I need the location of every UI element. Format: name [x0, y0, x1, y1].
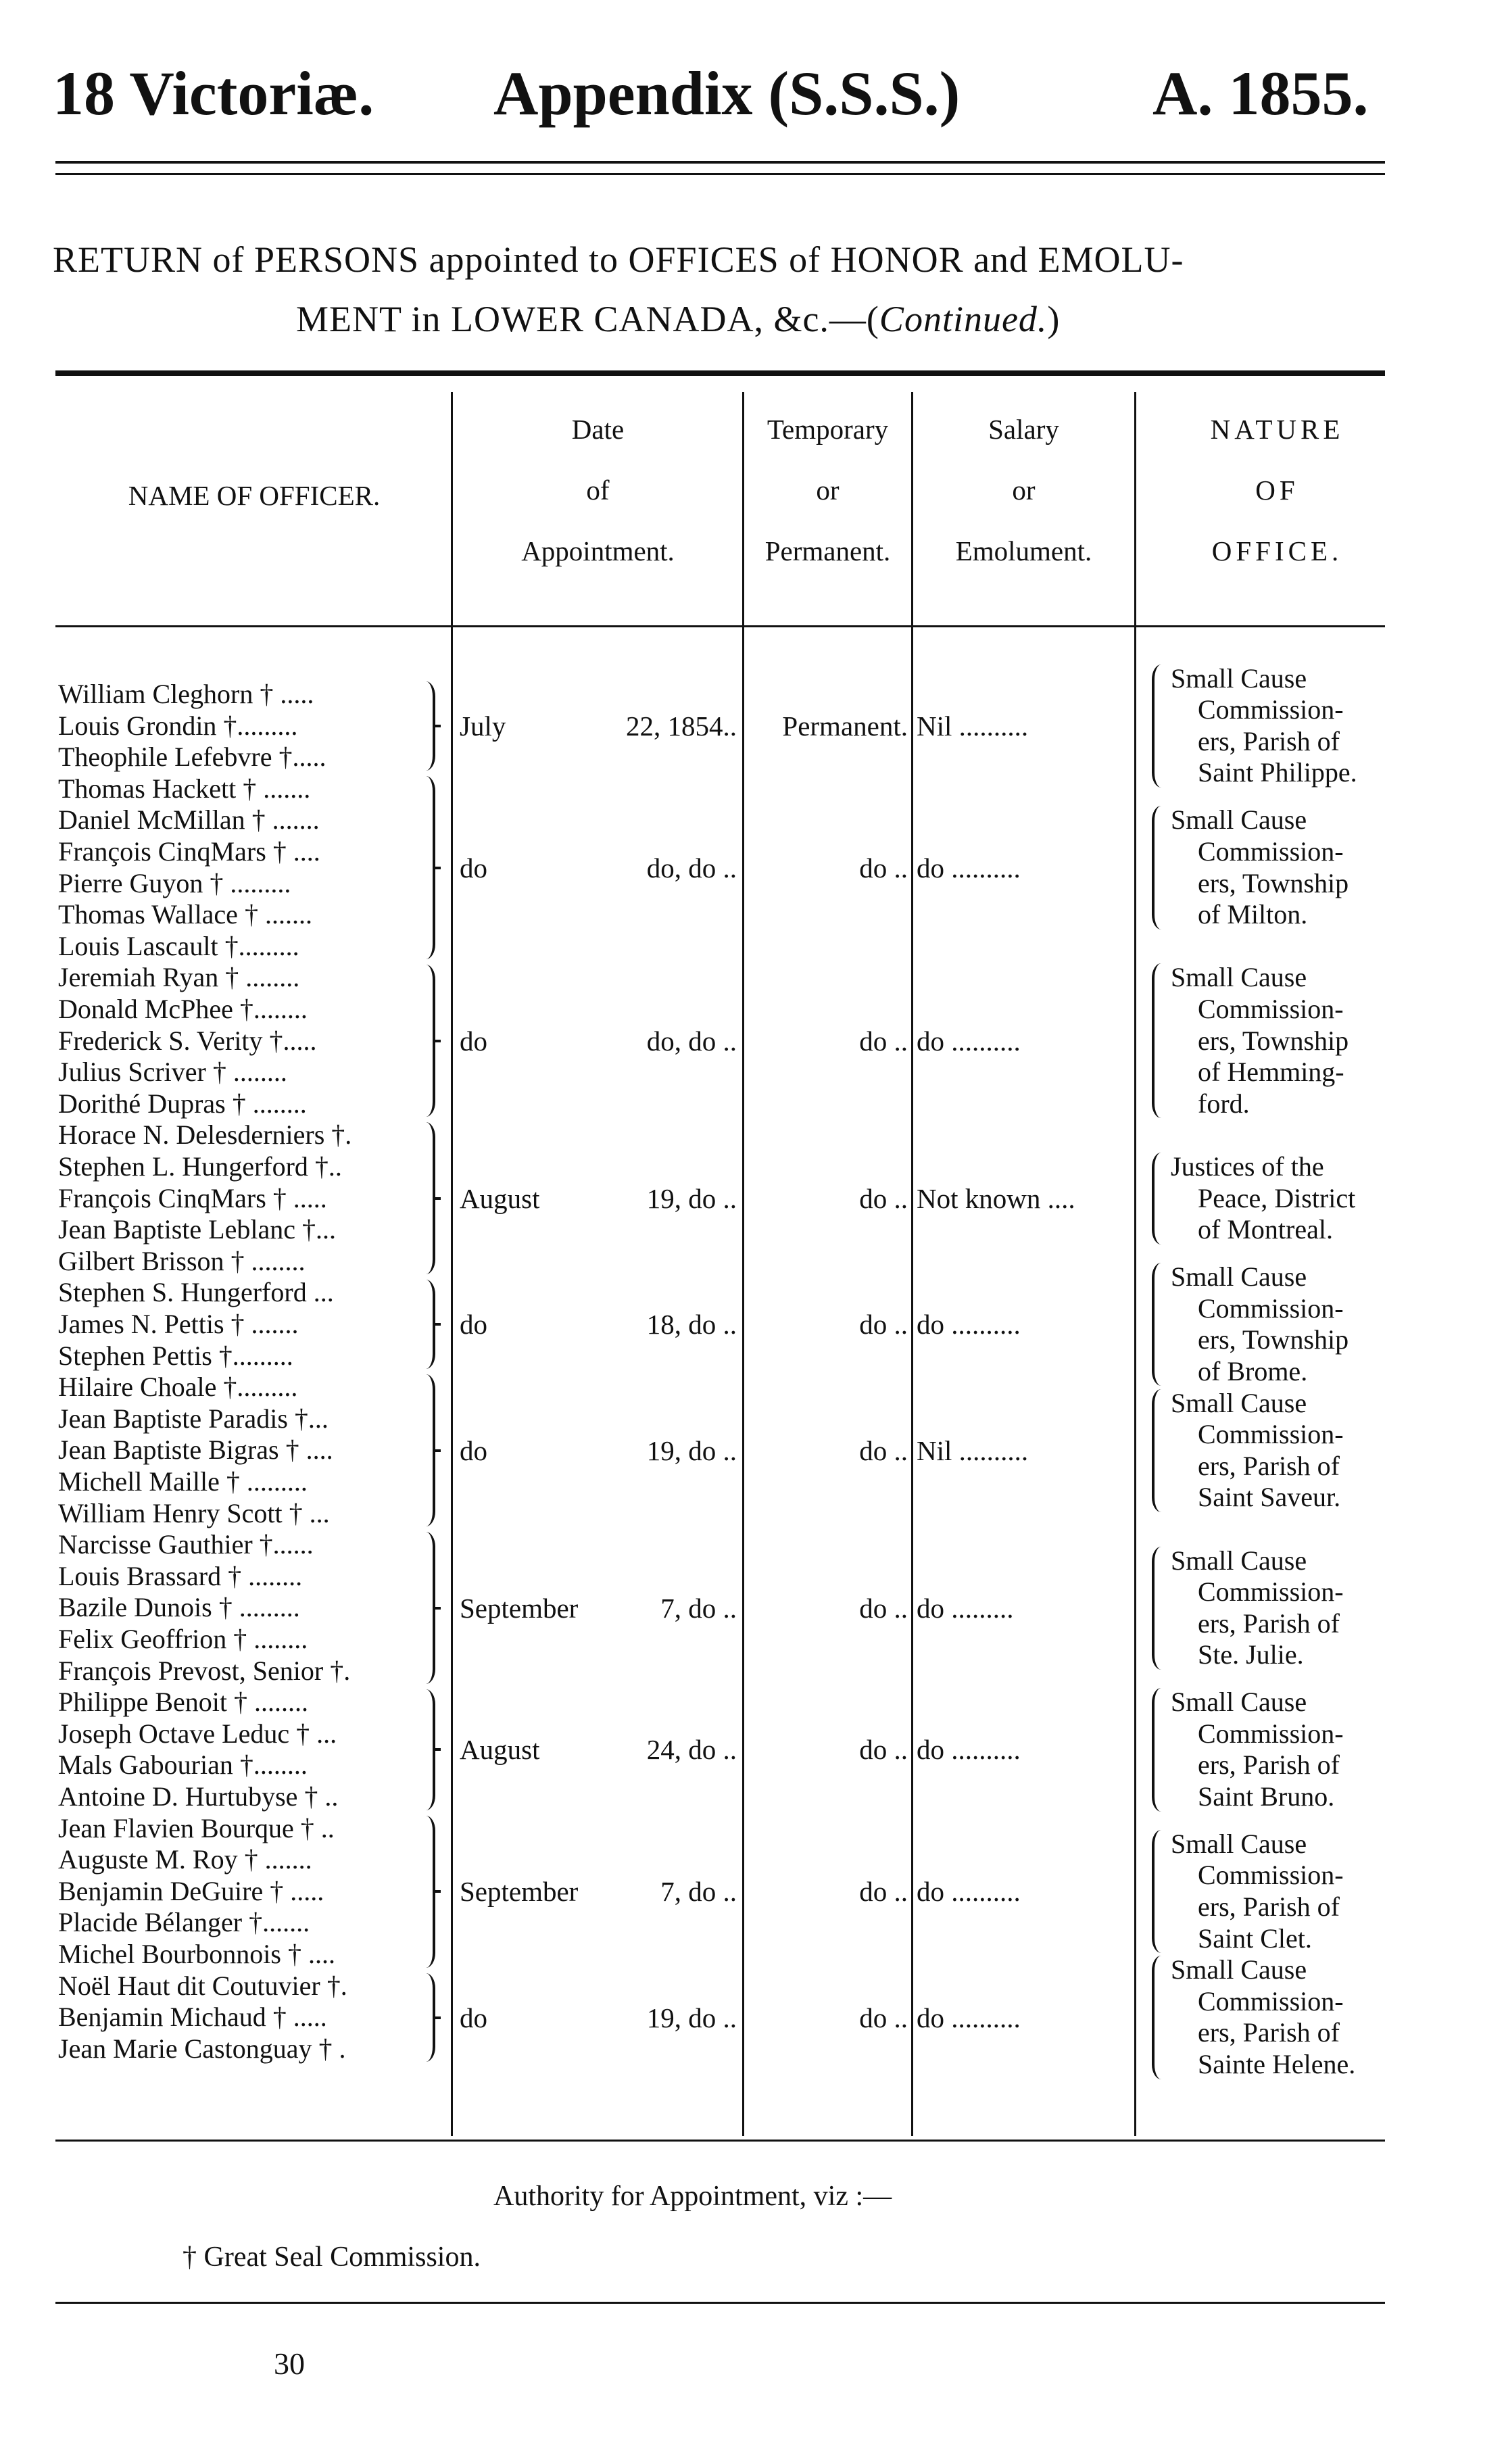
nature-brace	[1152, 1830, 1164, 1953]
nature-line: Saint Saveur.	[1198, 1482, 1341, 1513]
nature-brace	[1152, 1688, 1164, 1811]
nature-line: Saint Philippe.	[1198, 757, 1357, 788]
tenure: do ..	[859, 1182, 908, 1214]
officer-name: Bazile Dunois † .........	[58, 1592, 300, 1623]
tenure: do ..	[859, 1876, 908, 1908]
officer-names	[58, 1971, 423, 2065]
table-bottom-rule	[55, 2140, 1385, 2142]
officer-name: William Henry Scott † ...	[58, 1497, 330, 1528]
nature-brace	[1152, 1263, 1164, 1386]
appointment-month: do	[460, 1309, 487, 1340]
officer-name: Jeremiah Ryan † ........	[58, 962, 300, 993]
nature-line: Commission-	[1198, 1860, 1344, 1891]
nature-line: Saint Clet.	[1198, 1923, 1312, 1954]
tenure: do ..	[859, 1592, 908, 1624]
nature-brace	[1152, 1547, 1164, 1670]
nature-line: Justices of the	[1171, 1151, 1324, 1182]
nature-line: Commission-	[1198, 836, 1344, 867]
officer-names	[58, 1119, 423, 1277]
nature-line: ers, Township	[1198, 1324, 1349, 1355]
column-header-name: NAME OF OFFICER.	[128, 480, 381, 511]
nature-line: ford.	[1198, 1088, 1250, 1119]
great-seal-note: † Great Seal Commission.	[183, 2242, 481, 2273]
nature-of-office	[1171, 1261, 1401, 1387]
nature-line: ers, Parish of	[1198, 1891, 1340, 1923]
officer-name: François CinqMars † .....	[58, 1182, 327, 1213]
officer-name: Michell Maille † .........	[58, 1466, 308, 1497]
nature-of-office	[1171, 1151, 1401, 1246]
nature-line: ers, Parish of	[1198, 1450, 1340, 1481]
tenure: do ..	[859, 852, 908, 884]
header-year: A. 1855.	[1152, 59, 1369, 128]
salary: do ..........	[917, 1309, 1021, 1340]
title-continued: Continued.	[879, 299, 1048, 339]
officer-names	[58, 679, 423, 773]
column-divider-1	[451, 392, 453, 2136]
appointment-month: do	[460, 1434, 487, 1466]
nature-line: ers, Parish of	[1198, 725, 1340, 756]
salary: Nil ..........	[917, 710, 1029, 742]
officer-name: Jean Flavien Bourque † ..	[58, 1812, 335, 1843]
tenure: do ..	[859, 2002, 908, 2033]
nature-brace	[1152, 665, 1164, 788]
officer-name: Hilaire Choale †.........	[58, 1372, 298, 1403]
nature-line: Peace, District	[1198, 1182, 1356, 1213]
tenure: Permanent.	[782, 710, 908, 742]
footer-rule	[55, 2302, 1385, 2304]
nature-line: ers, Parish of	[1198, 1749, 1340, 1781]
authority-note: Authority for Appointment, viz :—	[493, 2181, 892, 2212]
appointment-month: September	[460, 1592, 579, 1624]
appointment-month: do	[460, 852, 487, 884]
nature-line: Commission-	[1198, 1576, 1344, 1608]
officer-name: William Cleghorn † .....	[58, 679, 314, 709]
group-brace-tip	[433, 1449, 441, 1452]
officer-name: Julius Scriver † ........	[58, 1057, 287, 1088]
officer-name: Louis Grondin †.........	[58, 710, 298, 741]
group-brace-tip	[433, 1748, 441, 1751]
officer-name: Benjamin DeGuire † .....	[58, 1875, 324, 1906]
officer-name: Stephen S. Hungerford ...	[58, 1277, 334, 1308]
appointment-day-year: 19, do ..	[646, 2002, 737, 2033]
officer-name: Jean Baptiste Paradis †...	[58, 1403, 329, 1434]
nature-line: Commission-	[1198, 1419, 1344, 1450]
officer-name: Theophile Lefebvre †.....	[58, 742, 326, 773]
officer-name: Felix Geoffrion † ........	[58, 1623, 308, 1654]
officer-name: Stephen L. Hungerford †..	[58, 1151, 342, 1182]
group-brace-tip	[433, 867, 441, 869]
officer-names	[58, 1372, 423, 1529]
appointment-month: do	[460, 1025, 487, 1057]
column-divider-2	[742, 392, 744, 2136]
officer-name: Thomas Hackett † .......	[58, 773, 311, 804]
nature-of-office	[1171, 1545, 1401, 1671]
salary: Not known ....	[917, 1182, 1075, 1214]
officer-names	[58, 1277, 423, 1372]
nature-line: Small Cause	[1171, 1687, 1307, 1718]
officer-name: Noël Haut dit Coutuvier †.	[58, 1970, 347, 2001]
header-rule-bottom	[55, 173, 1385, 175]
salary: do ..........	[917, 1025, 1021, 1057]
officer-name: Donald McPhee †........	[58, 993, 308, 1024]
officer-names	[58, 773, 423, 963]
officer-name: Stephen Pettis †.........	[58, 1340, 293, 1371]
salary: Nil ..........	[917, 1434, 1029, 1466]
appointment-day-year: 19, do ..	[646, 1182, 737, 1214]
appointment-day-year: 18, do ..	[646, 1309, 737, 1340]
nature-brace	[1152, 806, 1164, 929]
salary: do ..........	[917, 2002, 1021, 2033]
appointment-day-year: 7, do ..	[660, 1592, 737, 1624]
nature-line: Commission-	[1198, 1293, 1344, 1324]
page-number: 30	[274, 2346, 305, 2381]
column-header-date: Date of Appointment.	[521, 414, 675, 566]
nature-line: Commission-	[1198, 694, 1344, 725]
salary: do .........	[917, 1592, 1014, 1624]
salary: do ..........	[917, 1734, 1021, 1766]
appointment-month: August	[460, 1734, 540, 1766]
officer-name: Jean Baptiste Bigras † ....	[58, 1434, 333, 1466]
appointment-day-year: 7, do ..	[660, 1876, 737, 1908]
nature-of-office	[1171, 1687, 1401, 1812]
officer-name: Michel Bourbonnois † ....	[58, 1938, 335, 1969]
officer-names	[58, 1687, 423, 1812]
appointment-day-year: do, do ..	[646, 1025, 737, 1057]
officer-name: James N. Pettis † .......	[58, 1308, 299, 1339]
officer-name: François CinqMars † ....	[58, 836, 320, 867]
nature-line: Small Cause	[1171, 1828, 1307, 1859]
nature-line: Small Cause	[1171, 804, 1307, 836]
nature-line: of Hemming-	[1198, 1057, 1344, 1088]
officer-name: Jean Baptiste Leblanc †...	[58, 1214, 336, 1245]
appointment-day-year: do, do ..	[646, 852, 737, 884]
officer-name: Placide Bélanger †.......	[58, 1907, 310, 1938]
header-appendix: Appendix (S.S.S.)	[493, 59, 961, 128]
nature-line: Saint Bruno.	[1198, 1781, 1335, 1812]
nature-line: Ste. Julie.	[1198, 1639, 1304, 1670]
nature-line: ers, Parish of	[1198, 2017, 1340, 2048]
nature-line: Small Cause	[1171, 1261, 1307, 1293]
nature-brace	[1152, 1956, 1164, 2079]
column-header-salary: Salary or Emolument.	[955, 414, 1092, 566]
group-brace-tip	[433, 1890, 441, 1893]
officer-name: Benjamin Michaud † .....	[58, 2002, 327, 2033]
officer-name: Daniel McMillan † .......	[58, 804, 320, 836]
appointment-day-year: 22, 1854..	[626, 710, 737, 742]
nature-of-office	[1171, 663, 1401, 789]
appointment-month: July	[460, 710, 506, 742]
officer-names	[58, 962, 423, 1119]
officer-names	[58, 1529, 423, 1687]
officer-name: Antoine D. Hurtubyse † ..	[58, 1781, 339, 1812]
salary: do ..........	[917, 852, 1021, 884]
nature-line: ers, Parish of	[1198, 1608, 1340, 1639]
nature-of-office	[1171, 1829, 1401, 1954]
nature-of-office	[1171, 1388, 1401, 1514]
salary: do ..........	[917, 1876, 1021, 1908]
table-top-rule	[55, 370, 1385, 376]
officer-name: Horace N. Delesderniers †.	[58, 1119, 352, 1151]
nature-line: ers, Township	[1198, 867, 1349, 898]
officer-names	[58, 1813, 423, 1971]
nature-line: ers, Township	[1198, 1025, 1349, 1056]
group-brace-tip	[433, 1323, 441, 1326]
officer-name: Gilbert Brisson † ........	[58, 1245, 306, 1276]
title-line-2: MENT in LOWER CANADA, &c.—(Continued.)	[296, 299, 1061, 339]
nature-line: Small Cause	[1171, 1954, 1307, 1985]
nature-line: Small Cause	[1171, 662, 1307, 694]
officer-name: Pierre Guyon † .........	[58, 867, 291, 898]
nature-line: Sainte Helene.	[1198, 2049, 1356, 2080]
tenure: do ..	[859, 1434, 908, 1466]
nature-line: Small Cause	[1171, 962, 1307, 993]
column-divider-3	[911, 392, 913, 2136]
officer-name: Dorithé Dupras † ........	[58, 1088, 307, 1119]
officer-name: Frederick S. Verity †.....	[58, 1025, 317, 1056]
group-brace-tip	[433, 1197, 441, 1200]
officer-name: Thomas Wallace † .......	[58, 899, 312, 930]
column-header-nature: NATURE OF OFFICE.	[1210, 414, 1344, 566]
officer-name: Philippe Benoit † ........	[58, 1687, 308, 1718]
nature-line: Commission-	[1198, 993, 1344, 1024]
tenure: do ..	[859, 1734, 908, 1766]
group-brace-tip	[433, 1607, 441, 1610]
group-brace-tip	[433, 2016, 441, 2019]
nature-line: Commission-	[1198, 1985, 1344, 2016]
nature-of-office	[1171, 1954, 1401, 2080]
tenure: do ..	[859, 1025, 908, 1057]
nature-line: of Milton.	[1198, 899, 1308, 930]
tenure: do ..	[859, 1309, 908, 1340]
appointment-month: do	[460, 2002, 487, 2033]
nature-line: Small Cause	[1171, 1387, 1307, 1418]
officer-name: Louis Brassard † ........	[58, 1560, 303, 1591]
nature-of-office	[1171, 804, 1401, 930]
nature-line: of Brome.	[1198, 1355, 1308, 1386]
nature-line: Commission-	[1198, 1718, 1344, 1749]
officer-name: Louis Lascault †.........	[58, 930, 299, 961]
header-bottom-rule	[55, 625, 1385, 627]
officer-name: Mals Gabourian †........	[58, 1749, 308, 1781]
column-divider-4	[1134, 392, 1136, 2136]
column-header-temporary: Temporary or Permanent.	[764, 414, 891, 566]
title-line-1: RETURN of PERSONS appointed to OFFICES of HONOR and EMOLU-	[53, 239, 1184, 280]
nature-line: of Montreal.	[1198, 1214, 1333, 1245]
nature-line: Small Cause	[1171, 1545, 1307, 1576]
nature-of-office	[1171, 962, 1401, 1119]
appointment-month: August	[460, 1182, 540, 1214]
header-session: 18 Victoriæ.	[53, 59, 374, 128]
appointment-day-year: 24, do ..	[646, 1734, 737, 1766]
appointment-month: September	[460, 1876, 579, 1908]
officer-name: François Prevost, Senior †.	[58, 1655, 351, 1686]
officer-name: Jean Marie Castonguay † .	[58, 2033, 346, 2064]
header-rule-top	[55, 161, 1385, 164]
nature-brace	[1152, 1153, 1164, 1245]
group-brace-tip	[433, 725, 441, 727]
officer-name: Joseph Octave Leduc † ...	[58, 1718, 337, 1749]
group-brace-tip	[433, 1040, 441, 1042]
officer-name: Narcisse Gauthier †......	[58, 1529, 314, 1560]
appointment-day-year: 19, do ..	[646, 1434, 737, 1466]
nature-brace	[1152, 963, 1164, 1118]
nature-brace	[1152, 1389, 1164, 1512]
officer-name: Auguste M. Roy † .......	[58, 1844, 312, 1875]
